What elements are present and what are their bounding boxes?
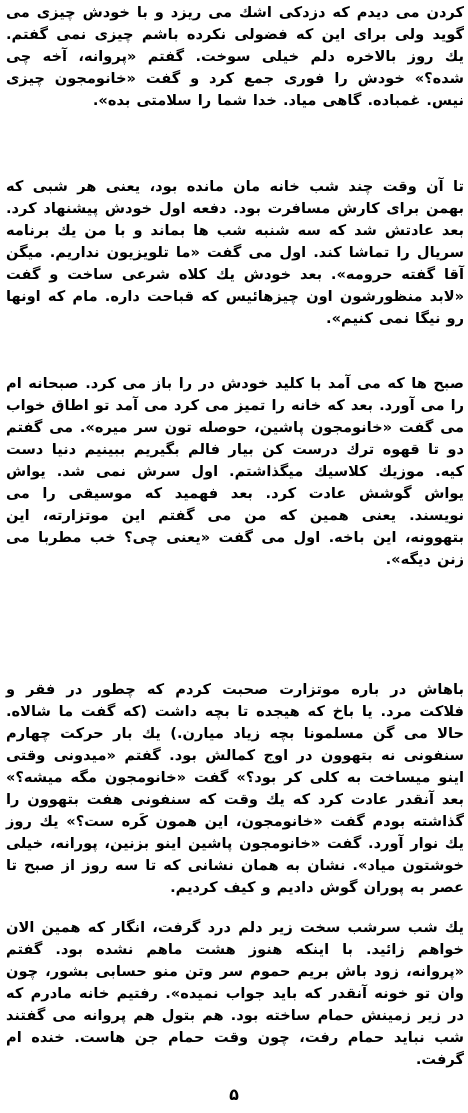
paragraph-5: یك شب سرشب سخت زیر دلم درد گرفت، انگار که همین الان خواهم زائید. با اینکه هنوز هشت ماهم نشده بود. گفتم «پروانه، زود باش بریم حموم سر وتن منو حسابی بشور، چون وان تو خونه آنقدر که باید جواب نمیده». رفتیم خانه مادرم که در زیر زمینش حمام ساخته بود. هم بتول هم پروانه می گفتند شب نباید حمام رفت، چون وقت حمام جن هاست. خنده ام گرفت.: [6, 919, 464, 1068]
page-number: ۵: [229, 1085, 239, 1104]
paragraph-1: کردن می دیدم که دزدکی اشك می ریزد و با خودش چیزی می گوید ولی برای این که فضولی نکرده باشم چیزی نمی گفتم. یك روز بالاخره دلم خیلی سوخت. گفتم «پروانه، آخه چی شده؟» خودش را فوری جمع کرد و گفت «خانومجون چیزی نیس. غمباده. گاهی میاد. خدا شما را سلامتی بده».: [6, 4, 464, 109]
paragraph-4: باهاش در باره موتزارت صحبت کردم که چطور در فقر و فلاکت مرد. یا باخ که هیجده تا بچه داشت (که گفت ما شالاه. حالا می گن مسلمونا بچه زیاد میارن.) یك بار حرکت چهارم سنفونی نه بتهوون در اوج کمالش بود. گفتم «میدونی وقتی اینو میساخت به کلی کر بود؟» گفت «خانومجون مگه میشه؟» بعد آنقدر عادت کرد که یك وقت که سنفونی هفت بتهوون را گذاشته بودم گفت «خانومجون، این همون کَره ست؟» یك روز یك نوار آورد. گفت «خانومجون پاشین اینو بزنین، پورانه، خیلی خوشتون میاد». نشان به همان نشانی که تا سه روز از صبح تا عصر به پوران گوش دادیم و کیف کردیم.: [6, 681, 464, 896]
paragraph-3: صبح ها که می آمد با کلید خودش در را باز می کرد. صبحانه ام را می آورد. بعد که خانه را تمیز می کرد می آمد تو اطاق خواب می گفت «خانومجون پاشین، حوصله تون سر میره». می گفتم دو تا قهوه ترك درست کن بیار فالم بگیریم ببینیم دنیا دست کیه. موزیك کلاسیك میگذاشتم. اول سرش نمی شد. یواش یواش گوشش عادت کرد. بعد فهمید که موسیقی را می نویسند. یعنی همین که من می گفتم این موتزارته، این بتهوونه، این باخه. اول می گفت «یعنی چی؟ خب مطربا می زنن دیگه».: [6, 375, 464, 568]
paragraph-2: تا آن وقت چند شب خانه مان مانده بود، یعنی هر شبی که بهمن برای کارش مسافرت بود. دفعه اول خودش پیشنهاد کرد. بعد عادتش شد که سه شنبه شب ها بماند و با من یك برنامه سریال را تماشا کند. اول می گفت «ما تلویزیون نداریم. میگن آقا گفته حرومه». بعد خودش یك کلاه شرعی ساخت و گفت «لابد منظورشون اون چیزهائیس که قباحت داره. مام که اونها رو نیگا نمی کنیم».: [6, 178, 464, 327]
